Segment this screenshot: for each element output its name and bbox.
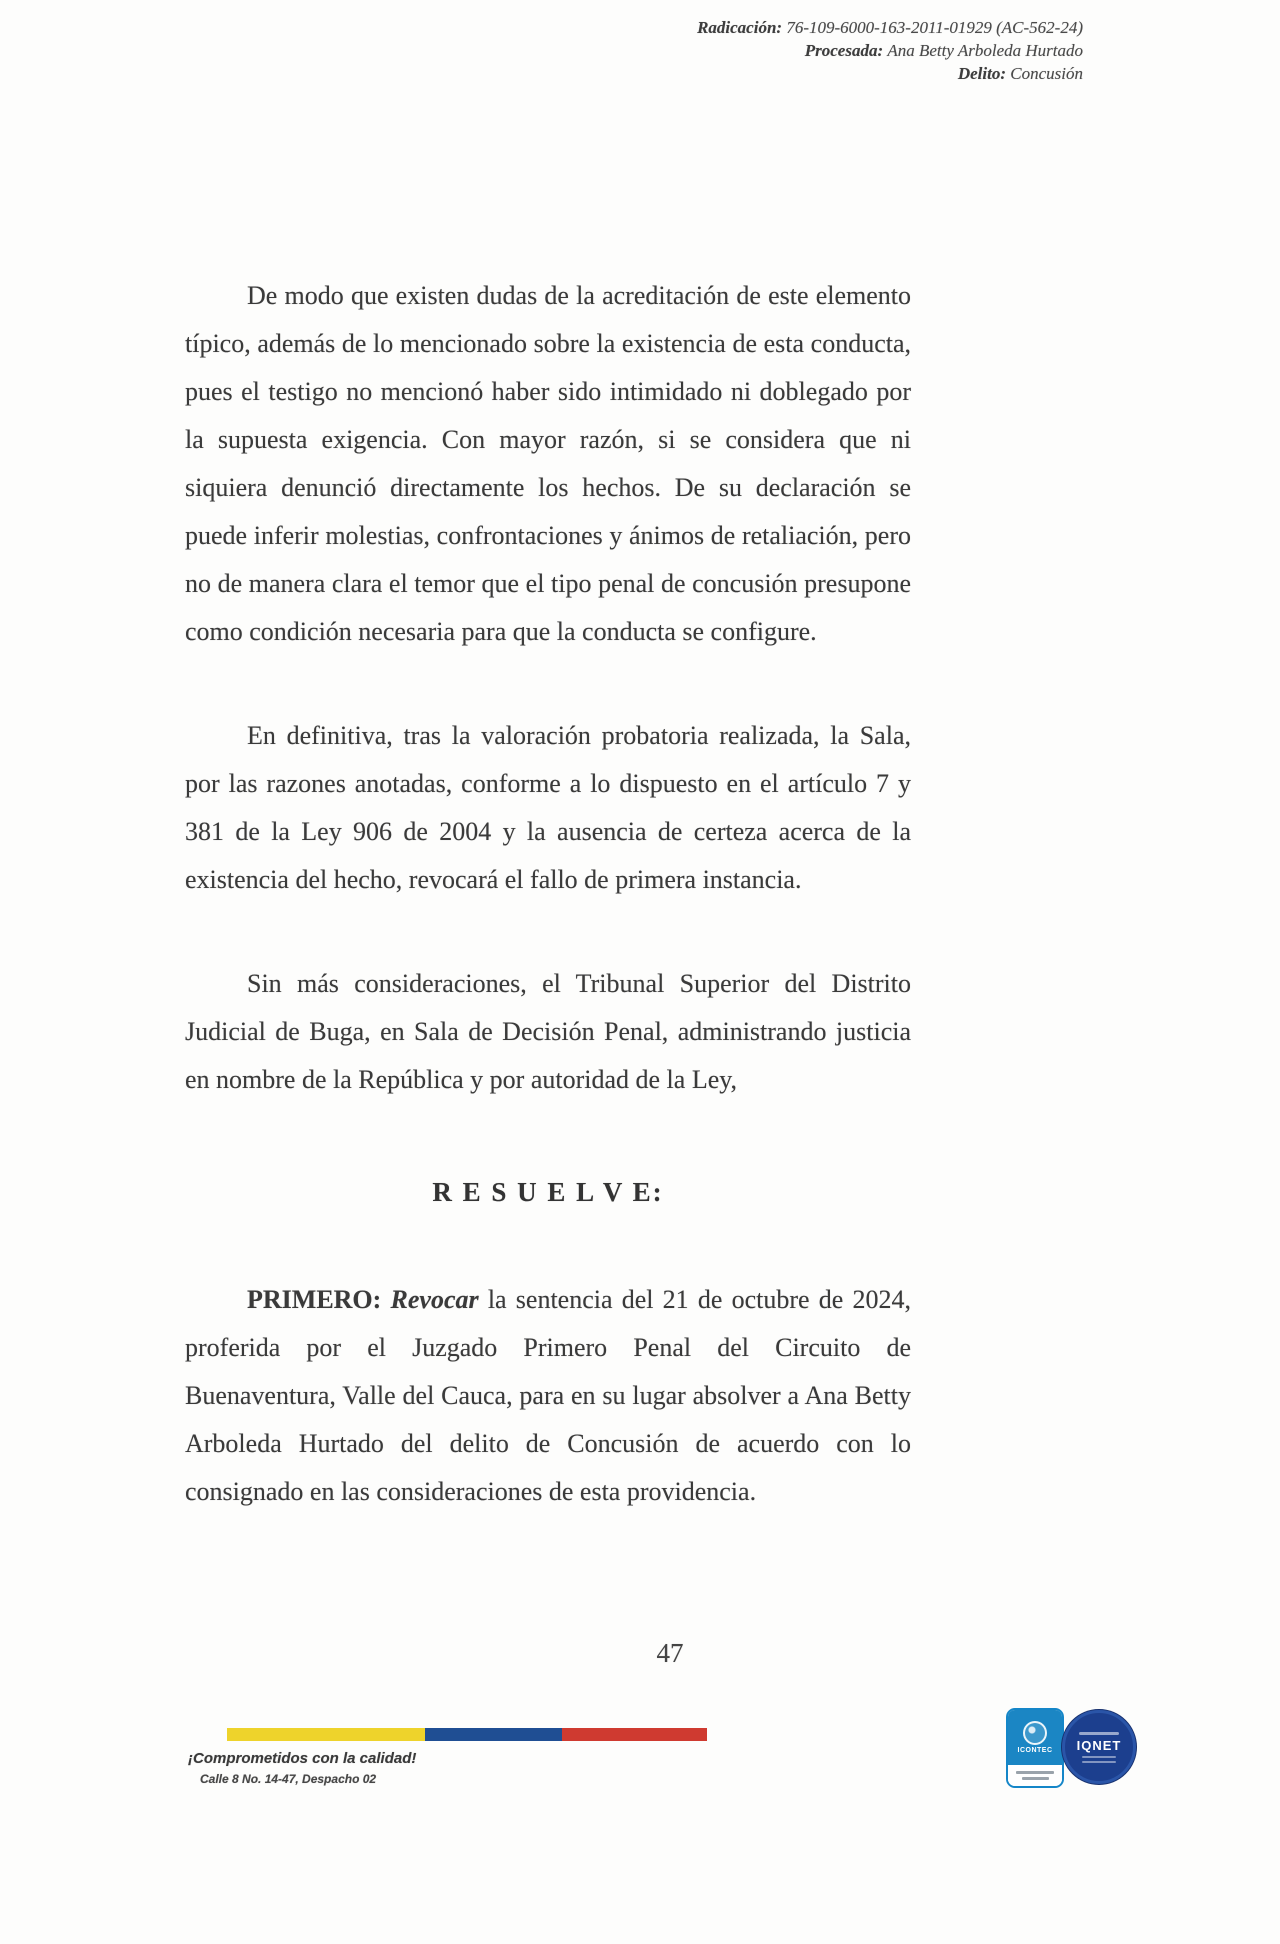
iqnet-certification-seal [1062,1710,1136,1784]
icontec-fineprint-line [1016,1771,1054,1774]
address-line: Calle 8 No. 14-47, Despacho 02 [200,1772,377,1786]
delito-label: Delito: [957,64,1007,83]
procesada-line [697,39,1083,62]
primero-text: la sentencia del 21 de octubre de 2024, proferida por el Juzgado Primero Penal del Circuito de Buenaventura, Valle del Cauca, para en su lugar absolver a Ana Betty Arboleda Hurtado del delito de Concusión de acuerdo con lo consignado en las consideraciones de esta providencia. [185,1285,912,1506]
icontec-globe-icon [1023,1721,1047,1745]
procesada-label: Procesada: [804,41,884,60]
radicacion-label: Radicación: [697,18,783,37]
case-header [697,16,1083,85]
paragraph-sin-mas-consideraciones: Sin más consideraciones, el Tribunal Superior del Distrito Judicial de Buga, en Sala de Decisión Penal, administrando justicia en nombre de la República y por autoridad de la Ley, [185,969,911,1094]
flag-red-segment [562,1728,707,1741]
iqnet-fineprint-line [1082,1756,1116,1758]
iqnet-fineprint-line [1082,1761,1116,1763]
paragraph-primero [185,1276,911,1516]
flag-blue-segment [425,1728,562,1741]
flag-yellow-segment [227,1728,425,1741]
primero-verb: Revocar [390,1285,479,1314]
icontec-badge-bottom [1008,1765,1062,1786]
primero-label: PRIMERO: [247,1285,382,1314]
radicacion-line [697,16,1083,39]
colombia-flag-bar [227,1728,707,1741]
iqnet-arc-decoration [1079,1732,1120,1735]
resuelve-heading: R E S U E L V E: [432,1177,664,1207]
delito-line [697,62,1083,85]
ruling-body [185,272,911,1572]
page-number: 47 [656,1638,684,1668]
delito-value: Concusión [1010,64,1083,83]
quality-slogan: ¡Comprometidos con la calidad! [188,1750,417,1767]
paragraph-dudas-acreditacion: De modo que existen dudas de la acreditación de este elemento típico, además de lo mencionado sobre la existencia de esta conducta, pues el testigo no mencionó haber sido intimidado ni doblegado por la supuesta exigencia. Con mayor razón, si se considera que ni siquiera denunció directamente los hechos. De su declaración se puede inferir molestias, confrontaciones y ánimos de retaliación, pero no de manera clara el temor que el tipo penal de concusión presupone como condición necesaria para que la conducta se configure. [185,281,911,646]
icontec-badge-top [1008,1710,1062,1765]
paragraph-en-definitiva: En definitiva, tras la valoración probatoria realizada, la Sala, por las razones anotadas, conforme a lo dispuesto en el artículo 7 y 381 de la Ley 906 de 2004 y la ausencia de certeza acerca de la existencia del hecho, revocará el fallo de primera instancia. [185,721,911,894]
radicacion-value: 76-109-6000-163-2011-01929 (AC-562-24) [786,18,1083,37]
icontec-label: ICONTEC [1017,1747,1053,1754]
iqnet-label: IQNET [1076,1737,1122,1753]
procesada-value: Ana Betty Arboleda Hurtado [887,41,1083,60]
icontec-fineprint-line [1022,1777,1049,1780]
icontec-certification-badge [1006,1708,1064,1788]
